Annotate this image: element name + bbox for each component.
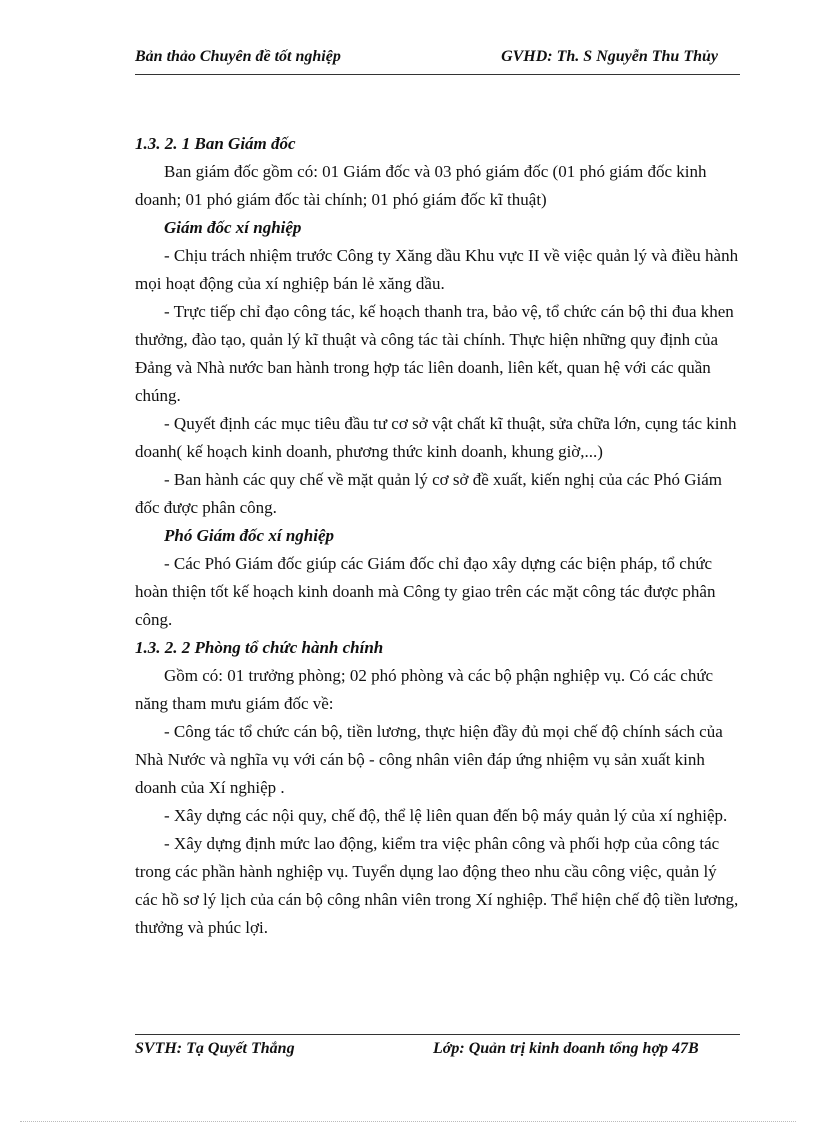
paragraph: - Trực tiếp chỉ đạo công tác, kế hoạch thanh tra, bảo vệ, tổ chức cán bộ thi đua khen thưởng, đào tạo, quản lý kĩ thuật và công tác tài chính. Thực hiện những quy định của Đảng và Nhà nước ban hành trong hợp tác liên doanh, liên kết, quan hệ với các quần chúng. xyxy=(135,302,734,405)
paragraph: - Công tác tổ chức cán bộ, tiền lương, thực hiện đầy đủ mọi chế độ chính sách của Nhà Nước và nghĩa vụ với cán bộ - công nhân viên đáp ứng nhiệm vụ sản xuất kinh doanh của Xí nghiệp . xyxy=(135,722,723,797)
section-heading-admin: 1.3. 2. 2 Phòng tổ chức hành chính xyxy=(135,638,384,657)
subheading-director: Giám đốc xí nghiệp xyxy=(164,218,302,237)
subheading-deputy-director: Phó Giám đốc xí nghiệp xyxy=(164,526,335,545)
paragraph: Ban giám đốc gồm có: 01 Giám đốc và 03 phó giám đốc (01 phó giám đốc kinh doanh; 01 phó giám đốc tài chính; 01 phó giám đốc kĩ thuật) xyxy=(135,162,707,209)
page-content xyxy=(135,130,740,942)
header-supervisor: GVHD: Th. S Nguyễn Thu Thủy xyxy=(501,48,718,65)
header-title: Bản thảo Chuyên đề tốt nghiệp xyxy=(135,48,341,65)
paragraph: Gồm có: 01 trưởng phòng; 02 phó phòng và các bộ phận nghiệp vụ. Có các chức năng tham mưu giám đốc về: xyxy=(135,666,714,713)
paragraph: - Xây dựng các nội quy, chế độ, thể lệ liên quan đến bộ máy quản lý của xí nghiệp. xyxy=(164,806,728,825)
footer-student: SVTH: Tạ Quyết Thắng xyxy=(135,1040,295,1057)
paragraph: - Ban hành các quy chế về mặt quản lý cơ sở đề xuất, kiến nghị của các Phó Giám đốc được phân công. xyxy=(135,470,723,517)
page-bottom-divider xyxy=(20,1121,796,1122)
paragraph: - Quyết định các mục tiêu đầu tư cơ sở vật chất kĩ thuật, sửa chữa lớn, cụng tác kinh doanh( kế hoạch kinh doanh, phương thức kinh doanh, khung giờ,...) xyxy=(135,414,737,461)
page-header xyxy=(135,46,740,75)
footer-class: Lớp: Quản trị kinh doanh tổng hợp 47B xyxy=(433,1040,699,1057)
page-footer xyxy=(135,1034,740,1061)
paragraph: - Xây dựng định mức lao động, kiểm tra việc phân công và phối hợp của công tác trong các phần hành nghiệp vụ. Tuyển dụng lao động theo nhu cầu công việc, quản lý các hồ sơ lý lịch của cán bộ công nhân viên trong Xí nghiệp. Thể hiện chế độ tiền lương, thưởng và phúc lợi. xyxy=(135,834,739,937)
paragraph: - Chịu trách nhiệm trước Công ty Xăng dầu Khu vực II về việc quản lý và điều hành mọi hoạt động của xí nghiệp bán lẻ xăng dầu. xyxy=(135,246,739,293)
section-heading-board: 1.3. 2. 1 Ban Giám đốc xyxy=(135,134,296,153)
paragraph: - Các Phó Giám đốc giúp các Giám đốc chỉ đạo xây dựng các biện pháp, tổ chức hoàn thiện tốt kế hoạch kinh doanh mà Công ty giao trên các mặt công tác được phân công. xyxy=(135,554,716,629)
